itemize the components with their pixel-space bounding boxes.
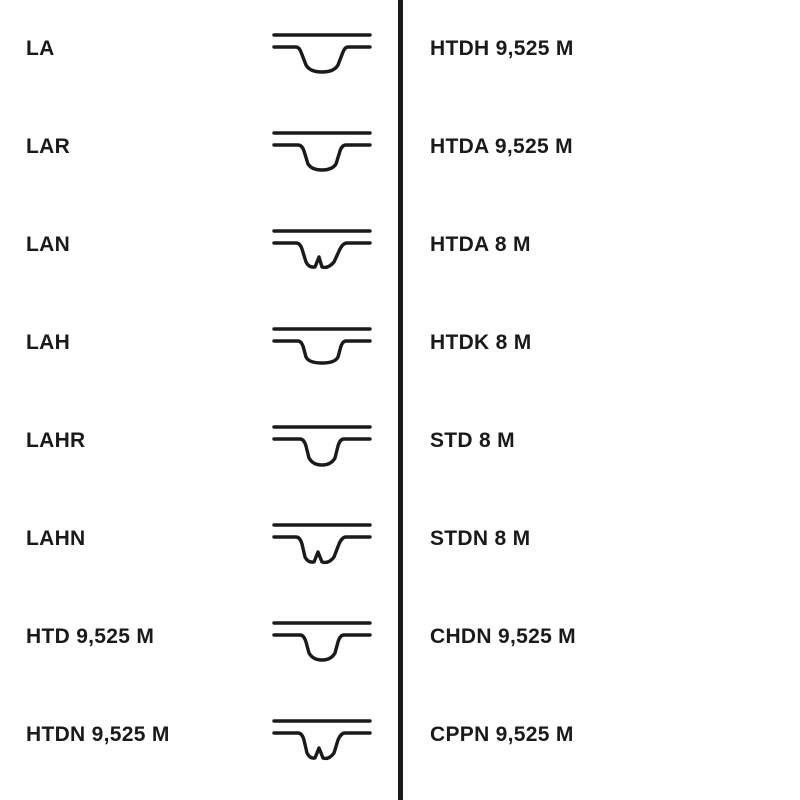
profile-row: [0, 294, 396, 392]
tooth-profile-icon: [270, 707, 374, 763]
profile-label: LA: [26, 37, 55, 60]
profile-row: [404, 98, 800, 196]
profile-label: CHDN 9,525 M: [430, 625, 576, 648]
tooth-profile-icon: [270, 609, 374, 665]
profile-label: STD 8 M: [430, 429, 515, 452]
profile-label: LAR: [26, 135, 71, 158]
tooth-profile-icon: [270, 21, 374, 77]
profile-row: [0, 196, 396, 294]
profile-row: [0, 98, 396, 196]
profile-row: [404, 686, 800, 784]
profile-row: [404, 196, 800, 294]
profile-label: HTDA 9,525 M: [430, 135, 573, 158]
profile-label: STDN 8 M: [430, 527, 531, 550]
profile-label: HTD 9,525 M: [26, 625, 155, 648]
profile-row: [404, 588, 800, 686]
tooth-profile-icon: [270, 511, 374, 567]
profile-row: [404, 294, 800, 392]
right-column: [404, 0, 800, 800]
profile-label: HTDK 8 M: [430, 331, 532, 354]
profile-row: [0, 588, 396, 686]
column-divider: [398, 0, 403, 800]
profile-row: [404, 0, 800, 98]
profile-label: LAHN: [26, 527, 86, 550]
profile-label: HTDH 9,525 M: [430, 37, 574, 60]
tooth-profile-icon: [270, 315, 374, 371]
tooth-profile-icon: [270, 217, 374, 273]
profile-row: [0, 0, 396, 98]
profile-row: [0, 392, 396, 490]
profile-label: CPPN 9,525 M: [430, 723, 574, 746]
left-column: [0, 0, 396, 800]
profile-row: [404, 490, 800, 588]
tooth-profile-icon: [270, 119, 374, 175]
profile-label: LAHR: [26, 429, 86, 452]
profile-label: LAH: [26, 331, 71, 354]
tooth-profile-icon: [270, 413, 374, 469]
profile-row: [0, 686, 396, 784]
profile-row: [0, 490, 396, 588]
profile-label: LAN: [26, 233, 71, 256]
profile-row: [404, 392, 800, 490]
profile-label: HTDA 8 M: [430, 233, 531, 256]
profile-label: HTDN 9,525 M: [26, 723, 170, 746]
